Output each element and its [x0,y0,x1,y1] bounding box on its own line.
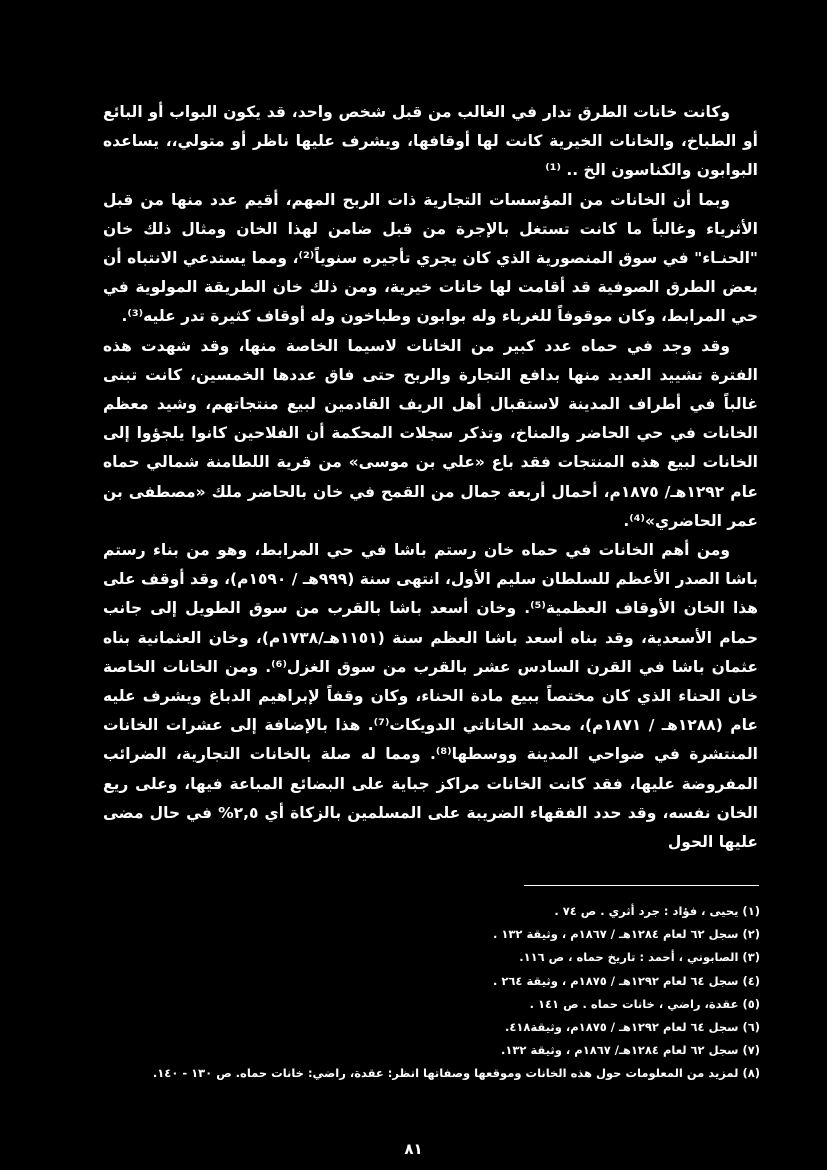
footnote-6: (٦) سجل ٦٤ لعام ١٢٩٢هـ / ١٨٧٥م، وثيقة٤١٨. [505,1020,760,1035]
footnote-3: (٣) الصابوني ، أحمد : تاريخ حماه ، ص ١١٦. [519,950,760,965]
paragraph-2: وبما أن الخانات من المؤسسات التجارية ذات الربح المهم، أقيم عدد منها من قبل الأثرياء وغالباً ما كانت تستغل بالإجرة من قبل ضامن لهذا الخان ومثال ذلك خان "الحنـاء" في سوق المنصورية الذي كان يجري تأجيره سنوياً⁽²⁾، ومما يستدعي الانتباه أن بعض الطرق الصوفية قد أقامت لها خانات خيرية، ومن ذلك خان الطريقة المولوية في حي المرابط، وكان موقوفاً للغرباء وله بوابون وطباخون وله أوقاف كثيرة تدر عليه⁽³⁾. [103,190,758,326]
footnote-2: (٢) سجل ٦٢ لعام ١٢٨٤هـ / ١٨٦٧م ، وثيقة ١٣٢ . [493,927,760,942]
paragraph-3: وقد وجد في حماه عدد كبير من الخانات لاسيما الخاصة منها، وقد شهدت هذه الفترة تشييد العديد منها بدافع التجارة والربح حتى فاق عددها الخمسين، كانت تبنى غالباً في أطراف المدينة لاستقبال أهل الريف القادمين لبيع منتجاتهم، وشيد معظم الخانات في حي الحاضر والمناخ، وتذكر سجلات المحكمة أن الفلاحين كانوا يلجؤوا إلى الخانات لبيع هذه المنتجات فقد باع «علي بن موسى» من قرية اللطامنة شمالي حماه عام ١٢٩٢هـ/ ١٨٧٥م، أحمال أربعة جمال من القمح في خان بالحاضر ملك «مصطفى بن عمر الحاضري»⁽⁴⁾. [103,336,758,530]
page-number: ٨١ [404,1140,423,1158]
footnote-8: (٨) لمزيد من المعلومات حول هذه الخانات وموقعها وصفاتها انظر: عقدة، راضي: خانات حماه. ص ١٣٠ - ١٤٠. [152,1066,760,1081]
footnote-1: (١) يحيى ، فؤاد : جرد أثري . ص ٧٤ . [554,904,760,918]
body-text [103,98,758,857]
footnote-5: (٥) عقدة، راضي ، خانات حماه . ص ١٤١ . [529,996,760,1011]
footnote-7: (٧) سجل ٦٢ لعام ١٢٨٤هـ/ ١٨٦٧م ، وثيقة ١٣٢. [501,1043,760,1058]
paragraph-4: ومن أهم الخانات في حماه خان رستم باشا في حي المرابط، وهو من بناء رستم باشا الصدر الأعظم للسلطان سليم الأول، انتهى سنة (٩٩٩هـ / ١٥٩٠م)، وقد أوقف على هذا الخان الأوقاف العظمية⁽⁵⁾. وخان أسعد باشا بالقرب من سوق الطويل إلى جانب حمام الأسعدية، وقد بناه أسعد باشا العظم سنة (١١٥١هـ/١٧٣٨م)، وخان العثمانية بناه عثمان باشا في القرن السادس عشر بالقرب من سوق الغزل⁽⁶⁾. ومن الخانات الخاصة خان الحناء الذي كان مختصاً ببيع مادة الحناء، وكان وقفاً لإبراهيم الدباغ ويشرف عليه عام (١٢٨٨هـ / ١٨٧١م)، محمد الخاناتي الدويكات⁽⁷⁾. هذا بالإضافة إلى عشرات الخانات المنتشرة في ضواحي المدينة ووسطها⁽⁸⁾. ومما له صلة بالخانات التجارية، الضرائب المفروضة عليها، فقد كانت الخانات مراكز جباية على البضائع المباعة فيها، وعلى ريع الخان نفسه، وقد حدد الفقهاء الضريبة على المسلمين بالزكاة أي ٢,٥% في حال مضى عليها الحول [103,541,759,852]
footnote-4: (٤) سجل ٦٤ لعام ١٢٩٢هـ / ١٨٧٥م ، وثيقة ٢٦٤ . [493,973,760,988]
paragraph-1: وكانت خانات الطرق تدار في الغالب من قبل شخص واحد، قد يكون البواب أو البائع أو الطباخ، والخانات الخيرية كانت لها أوقافها، ويشرف عليها ناظر أو متولي،، يساعده البوابون والكناسون الخ .. ⁽¹⁾ [103,103,758,180]
footnote-separator [524,885,759,886]
footnotes-list [150,900,760,1086]
